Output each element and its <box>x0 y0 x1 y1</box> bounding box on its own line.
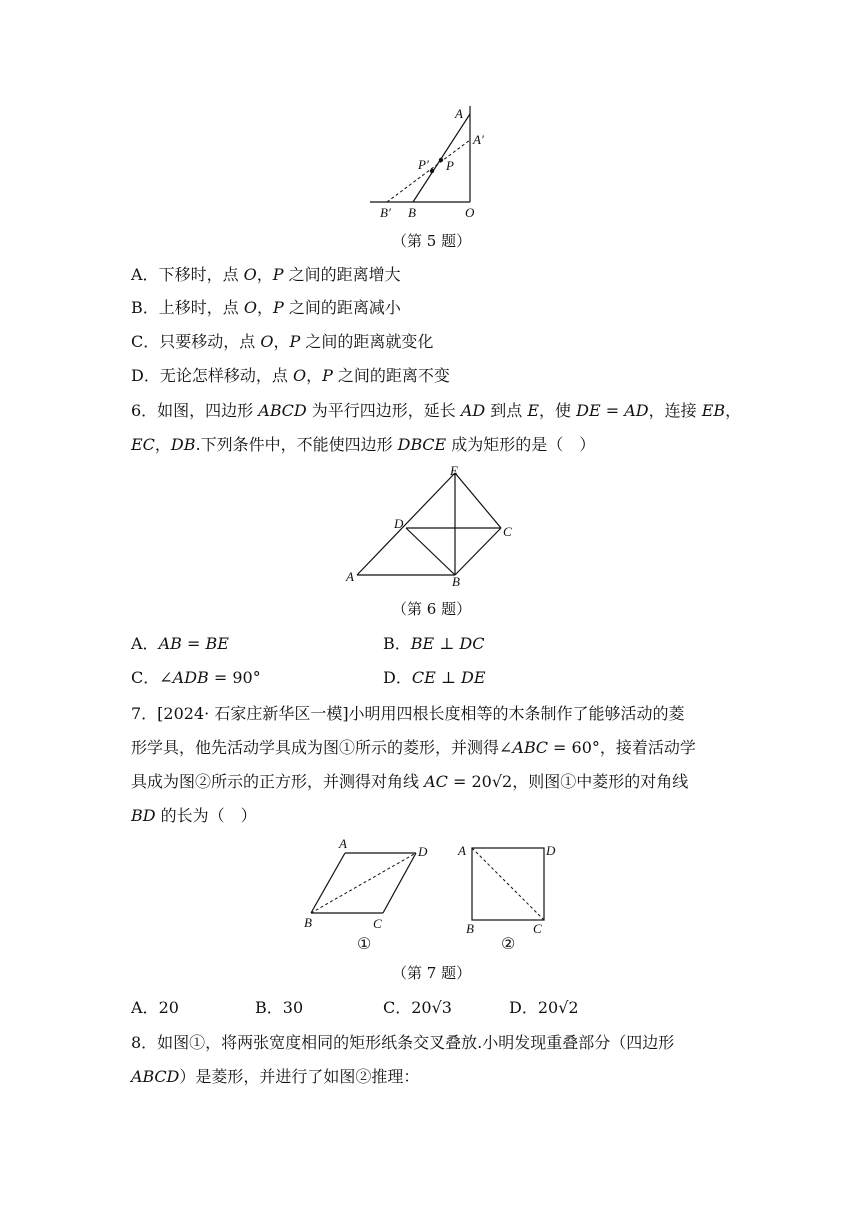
label-b-prime: B′ <box>380 205 391 220</box>
label-a: A <box>455 106 463 121</box>
q5-option-d: D．无论怎样移动，点 O，P 之间的距离不变 <box>131 366 450 385</box>
figure-7-diagram <box>300 838 570 938</box>
q5-option-c: C．只要移动，点 O，P 之间的距离就变化 <box>131 332 434 351</box>
label-p: P <box>446 158 454 173</box>
label-a-fig1: A <box>339 836 347 851</box>
q8-stem-line-1: 8．如图①，将两张宽度相同的矩形纸条交叉叠放.小明发现重叠部分（四边形 <box>131 1033 675 1052</box>
q7-option-a: A．20 <box>131 998 179 1017</box>
label-d: D <box>394 516 404 531</box>
figure-6-caption: （第 6 题） <box>392 600 472 618</box>
label-b: B <box>452 574 460 589</box>
q7-stem-line-4: 𝐵𝐷 的长为（ ） <box>131 806 257 825</box>
figure-5-caption: （第 5 题） <box>392 232 472 250</box>
figure-7-mark-2: ② <box>501 934 516 953</box>
q6-option-a: A．𝐴𝐵 = 𝐵𝐸 <box>131 634 229 653</box>
label-d-fig1: D <box>418 844 428 859</box>
q6-stem-line-2: 𝐸𝐶，𝐷𝐵.下列条件中，不能使四边形 𝐷𝐵𝐶𝐸 成为矩形的是（ ） <box>131 435 596 454</box>
q6-option-b: B．𝐵𝐸 ⊥ 𝐷𝐶 <box>383 634 485 653</box>
q5-option-a: A．下移时，点 O，P 之间的距离增大 <box>131 265 401 284</box>
label-c: C <box>503 524 512 539</box>
label-c-fig2: C <box>533 921 542 936</box>
q7-stem-line-2: 形学具，他先活动学具成为图①所示的菱形，并测得∠𝐴𝐵𝐶 = 60°，接着活动学 <box>131 738 696 757</box>
q7-option-b: B．30 <box>255 998 304 1017</box>
label-p-prime: P′ <box>418 157 429 172</box>
q7-option-d: D．20√2 <box>509 998 579 1017</box>
q7-option-c: C．20√3 <box>383 998 452 1017</box>
q6-stem-line-1: 6．如图，四边形 𝐴𝐵𝐶𝐷 为平行四边形，延长 𝐴𝐷 到点 𝐸，使 𝐷𝐸 = 𝐴𝐷，连接 𝐸𝐵， <box>131 401 742 420</box>
q6-option-d: D．𝐶𝐸 ⊥ 𝐷𝐸 <box>383 668 486 687</box>
label-b-fig1: B <box>304 915 312 930</box>
label-c-fig1: C <box>373 916 382 931</box>
q8-stem-line-2: 𝐴𝐵𝐶𝐷）是菱形，并进行了如图②推理： <box>131 1067 420 1086</box>
q6-option-c: C．∠𝐴𝐷𝐵 = 90° <box>131 668 261 687</box>
label-e: E <box>450 463 458 478</box>
figure-7-mark-1: ① <box>357 934 372 953</box>
figure-6-diagram <box>343 465 513 595</box>
figure-7-caption: （第 7 题） <box>392 964 472 982</box>
figure-5-diagram <box>370 100 490 220</box>
q7-stem-line-3: 具成为图②所示的正方形，并测得对角线 𝐴𝐶 = 20√2，则图①中菱形的对角线 <box>131 772 689 791</box>
label-o: O <box>465 205 475 220</box>
label-b-fig2: B <box>466 921 474 936</box>
label-a-prime: A′ <box>473 132 484 147</box>
label-b: B <box>408 205 416 220</box>
label-a-fig2: A <box>458 843 466 858</box>
label-a: A <box>346 569 354 584</box>
q5-option-b: B．上移时，点 O，P 之间的距离减小 <box>131 298 401 317</box>
label-d-fig2: D <box>546 843 556 858</box>
q7-stem-line-1: 7．[2024· 石家庄新华区一模]小明用四根长度相等的木条制作了能够活动的菱 <box>131 704 685 723</box>
